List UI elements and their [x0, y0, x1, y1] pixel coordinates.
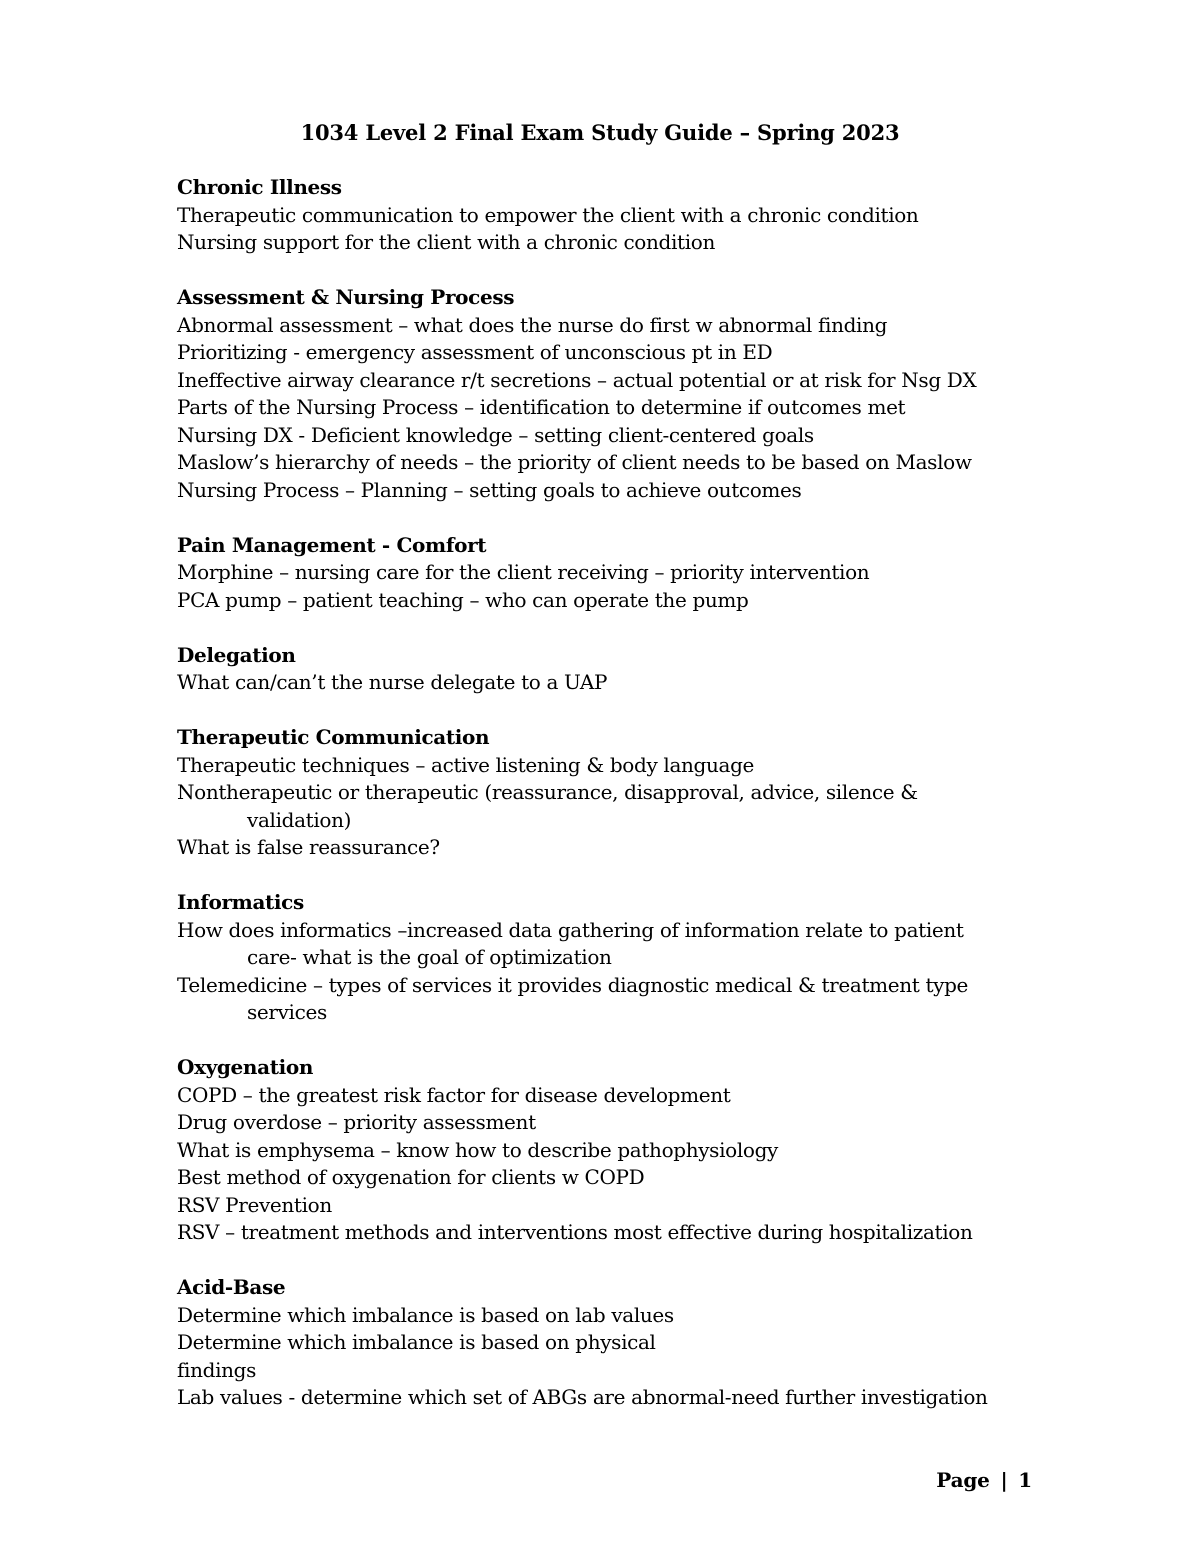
list-item-continuation: care- what is the goal of optimization [247, 945, 612, 969]
list-item: Morphine – nursing care for the client receiving – priority intervention [177, 560, 870, 584]
list-item: Determine which imbalance is based on lab values [177, 1302, 674, 1327]
section-acid-base [177, 1274, 1037, 1412]
section-heading: Informatics [177, 890, 304, 914]
section-delegation [177, 642, 1037, 697]
page-label: Page [936, 1468, 990, 1492]
section-oxygenation [177, 1054, 1037, 1247]
section-assessment-nursing-process [177, 284, 1037, 504]
document-body [177, 174, 1037, 1439]
list-item: What is false reassurance? [177, 835, 440, 859]
list-item: Ineffective airway clearance r/t secretions – actual potential or at risk for Nsg DX [177, 367, 977, 392]
section-heading: Chronic Illness [177, 175, 342, 199]
list-item: PCA pump – patient teaching – who can operate the pump [177, 587, 749, 612]
list-item: Lab values - determine which set of ABGs are abnormal-need further investigation [177, 1385, 988, 1409]
list-item: Drug overdose – priority assessment [177, 1110, 536, 1134]
section-heading: Pain Management - Comfort [177, 532, 487, 557]
list-item: COPD – the greatest risk factor for disease development [177, 1082, 731, 1107]
list-item: Therapeutic communication to empower the client with a chronic condition [177, 202, 919, 227]
list-item: Nursing DX - Deficient knowledge – setting client-centered goals [177, 422, 814, 447]
section-therapeutic-communication [177, 724, 1037, 862]
list-item-continuation: services [247, 1000, 327, 1024]
document-title: 1034 Level 2 Final Exam Study Guide – Spring 2023 [300, 120, 900, 145]
section-pain-management [177, 532, 1037, 615]
page-separator: | [1000, 1468, 1008, 1492]
section-heading: Assessment & Nursing Process [177, 285, 515, 309]
page-footer [936, 1466, 1032, 1494]
list-item: RSV Prevention [177, 1192, 332, 1217]
list-item: Abnormal assessment – what does the nurse do first w abnormal finding [177, 312, 888, 337]
list-item: findings [177, 1357, 257, 1382]
list-item: Therapeutic techniques – active listening & body language [177, 752, 755, 777]
list-item: Determine which imbalance is based on physical [177, 1330, 656, 1354]
section-heading: Therapeutic Communication [177, 725, 490, 749]
section-heading: Acid-Base [177, 1275, 286, 1299]
list-item: What can/can’t the nurse delegate to a UAP [177, 670, 608, 694]
list-item: What is emphysema – know how to describe pathophysiology [177, 1137, 778, 1162]
page-number: 1 [1018, 1468, 1032, 1492]
section-heading: Oxygenation [177, 1055, 314, 1079]
list-item: Prioritizing - emergency assessment of unconscious pt in ED [177, 340, 773, 364]
list-item-continuation: validation) [247, 807, 352, 832]
list-item: Parts of the Nursing Process – identification to determine if outcomes met [177, 395, 906, 419]
section-heading: Delegation [177, 642, 296, 667]
list-item: Nursing Process – Planning – setting goals to achieve outcomes [177, 477, 802, 502]
list-item: How does informatics –increased data gathering of information relate to patient [177, 917, 964, 942]
list-item: Nontherapeutic or therapeutic (reassurance, disapproval, advice, silence & [177, 780, 918, 804]
list-item: RSV – treatment methods and interventions most effective during hospitalization [177, 1220, 973, 1244]
list-item: Telemedicine – types of services it provides diagnostic medical & treatment type [177, 972, 969, 997]
section-informatics [177, 889, 1037, 1027]
section-chronic-illness [177, 174, 1037, 257]
list-item: Nursing support for the client with a chronic condition [177, 230, 715, 254]
list-item: Maslow’s hierarchy of needs – the priority of client needs to be based on Maslow [177, 450, 972, 474]
list-item: Best method of oxygenation for clients w COPD [177, 1165, 645, 1189]
